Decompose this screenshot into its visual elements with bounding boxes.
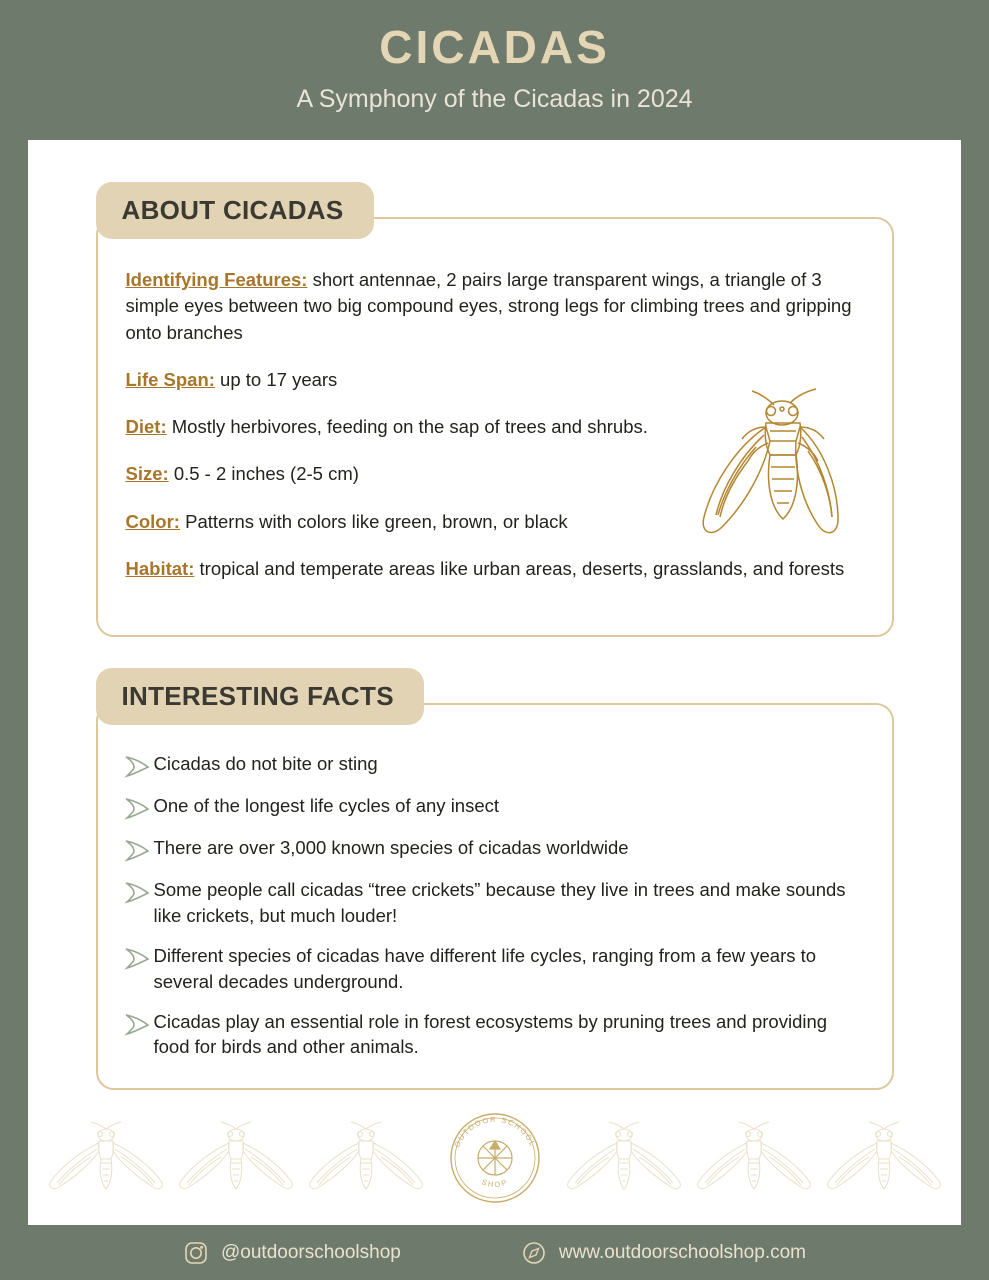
logo-top-text: OUTDOOR SCHOOL [451,1114,538,1149]
content-card [28,140,961,1225]
about-cicadas-section [96,195,894,637]
interesting-facts-section [96,681,894,1090]
about-label: Life Span: [125,368,215,390]
about-label: Identifying Features: [125,269,308,290]
about-text: Patterns with colors like green, brown, or black [179,510,568,532]
about-row-size [126,461,864,487]
cicada-decor-icon [45,1119,167,1197]
fact-text: Some people call cicadas “tree crickets” because they live in trees and make sounds like crickets, but much louder! [153,879,846,926]
about-label: Color: [125,510,180,532]
list-item [120,943,862,995]
chevron-bullet-icon [120,879,154,905]
cicada-decor-icon [175,1119,297,1197]
website-text: www.outdoorschoolshop.com [558,1241,806,1263]
fact-text: Different species of cicadas have different life cycles, ranging from a few years to several decades underground. [153,944,817,992]
about-row-life-span [126,367,864,393]
about-row-color [126,509,864,535]
page-subtitle: A Symphony of the Cicadas in 2024 [296,84,693,113]
chevron-bullet-icon [120,1011,154,1037]
fact-text: Cicadas do not bite or sting [153,753,378,774]
cicada-decor-icon [563,1119,685,1197]
about-text: up to 17 years [214,368,338,390]
fact-text: There are over 3,000 known species of cicadas worldwide [153,837,629,858]
cicada-decor-icon [693,1119,815,1197]
fact-text: Cicadas play an essential role in forest ecosystems by pruning trees and providing food for birds and other animals. [153,1010,828,1058]
about-body [126,267,864,582]
facts-section-title: INTERESTING FACTS [96,668,424,725]
list-item [120,877,862,929]
list-item [120,835,862,863]
website-item[interactable] [521,1240,806,1266]
about-text: short antennae, 2 pairs large transparent wings, a triangle of 3 simple eyes between two big compound eyes, strong legs for climbing trees and gripping onto branches [125,269,852,343]
about-text: 0.5 - 2 inches (2-5 cm) [168,463,359,485]
outdoor-school-shop-logo [441,1104,549,1212]
list-item [120,1009,862,1061]
cicada-decor-icon [305,1119,427,1197]
about-label: Diet: [125,416,167,438]
decorative-cicada-strip [28,1103,961,1213]
list-item [120,793,862,821]
about-label: Habitat: [125,557,195,579]
chevron-bullet-icon [120,837,154,863]
instagram-handle-item[interactable] [183,1240,401,1266]
instagram-icon [183,1240,209,1266]
about-text: Mostly herbivores, feeding on the sap of trees and shrubs. [166,416,648,438]
list-item [120,751,862,779]
about-text: tropical and temperate areas like urban areas, deserts, grasslands, and forests [194,557,845,579]
chevron-bullet-icon [120,753,154,779]
chevron-bullet-icon [120,945,154,971]
about-section-title: ABOUT CICADAS [96,182,374,239]
instagram-handle-text: @outdoorschoolshop [221,1241,401,1263]
footer-bar [0,1225,989,1280]
page-title: CICADAS [379,21,610,73]
logo-bottom-text: SHOP [479,1177,510,1190]
about-row-diet [126,414,864,440]
compass-icon [521,1240,547,1266]
about-row-identifying-features [126,267,864,346]
svg-text:SHOP [480,1177,509,1189]
poster-header [0,0,989,140]
about-label: Size: [125,463,169,485]
fact-text: One of the longest life cycles of any insect [153,795,500,816]
about-row-habitat [126,556,864,582]
chevron-bullet-icon [120,795,154,821]
cicada-decor-icon [823,1119,945,1197]
